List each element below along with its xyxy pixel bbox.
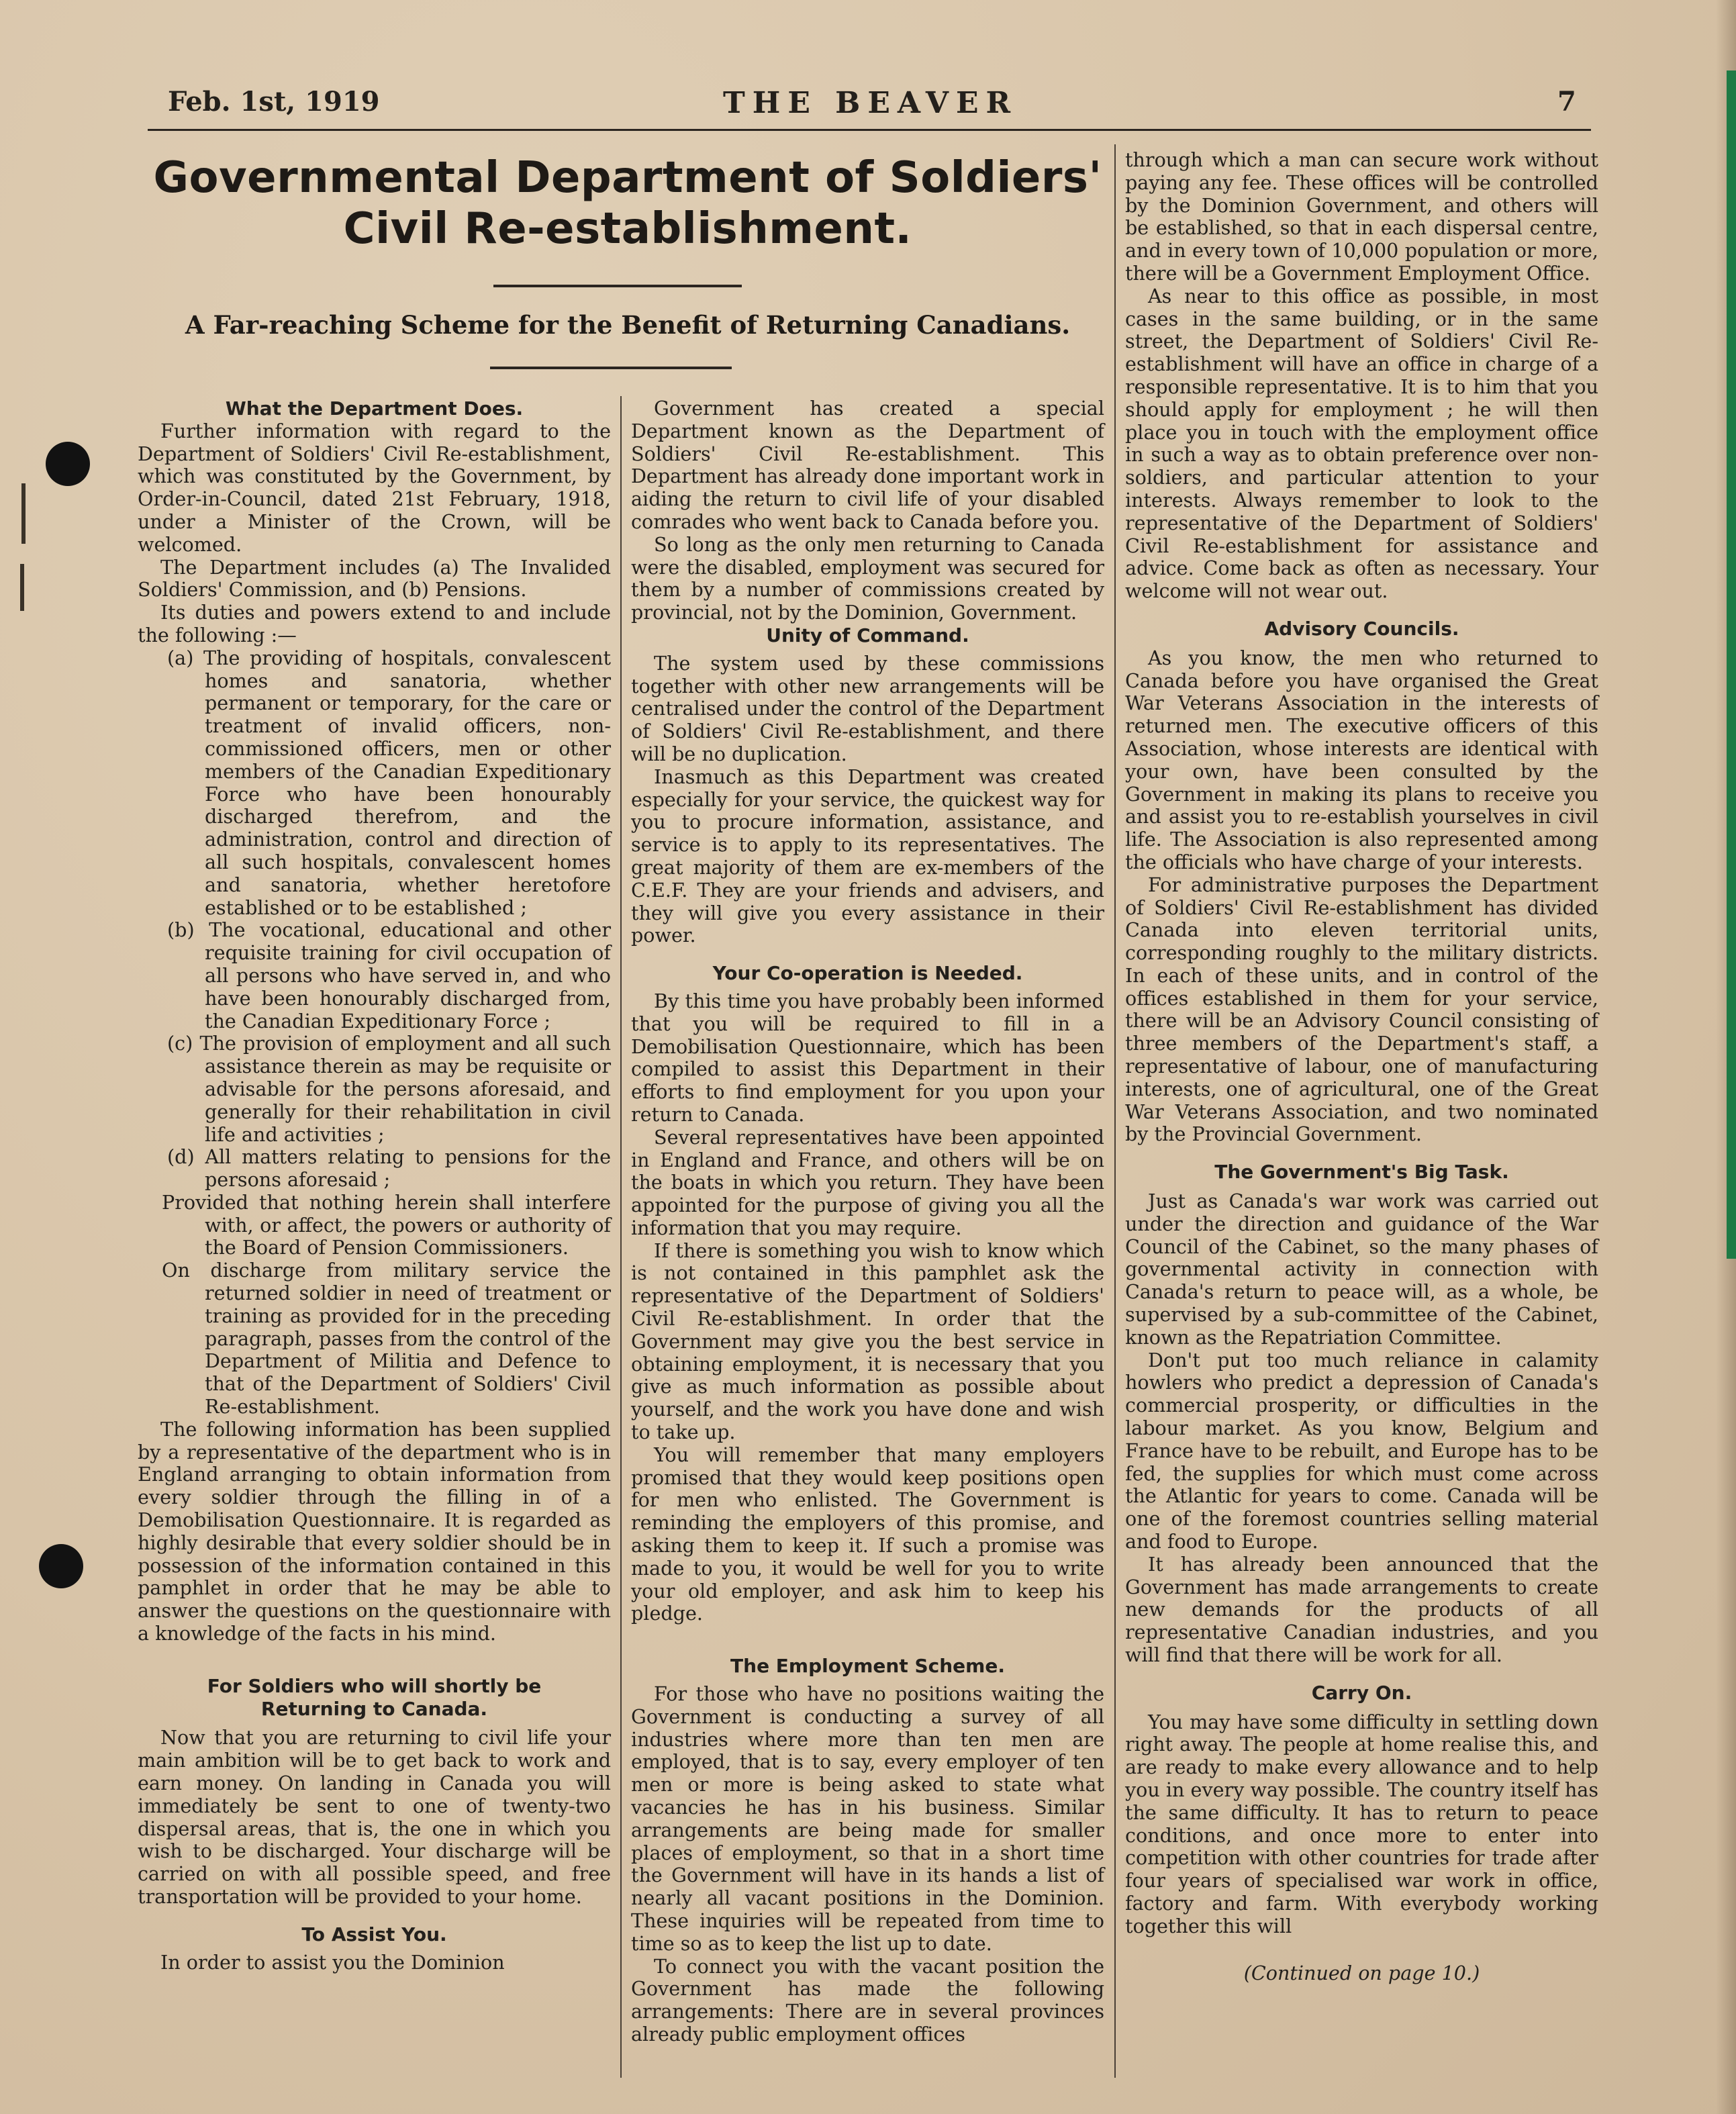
paragraph: through which a man can secure work without paying any fee. These offices will be controlled by the Dominion Government, and others will be established, so that in each dispersal centre, and in every town of 10,000 population or more, there will be a Government Employment Office.: [1125, 148, 1598, 285]
binding-mark: [21, 483, 26, 544]
paragraph: The Department includes (a) The Invalided Soldiers' Commission, and (b) Pensions.: [138, 555, 611, 602]
paragraph: Just as Canada's war work was carried out under the direction and guidance of the War Council of the Cabinet, so the many phases of governmental activity in connection with Canada's return to peace will, as a whole, be supervised by a sub-committee of the Cabinet, known as the Repatriation Committee.: [1125, 1190, 1598, 1349]
heading-line: For Soldiers who will shortly be: [207, 1674, 542, 1697]
continued-note: (Continued on page 10.): [1243, 1961, 1480, 1984]
paragraph: Now that you are returning to civil life your main ambition will be to get back to work and earn money. On landing in Canada you will immediately be sent to one of twenty-two dispersal areas, that is, the one in which you wish to be discharged. Your discharge will be carried on with all possible speed, and free transportation will be provided to your home.: [138, 1726, 611, 1908]
section-heading: Unity of Command.: [766, 624, 969, 646]
paragraph: Further information with regard to the Department of Soldiers' Civil Re-establishment, which was constituted by the Government, by Order-in-Council, dated 21st February, 1918, under a Minister of the Crown, will be welcomed.: [138, 419, 611, 556]
headline-line-1: Governmental Department of Soldiers': [153, 153, 1102, 203]
header-rule: [148, 129, 1591, 131]
column-divider-1: [620, 396, 622, 2078]
section-heading: Advisory Councils.: [1264, 617, 1459, 640]
paragraph: You may have some difficulty in settling down right away. The people at home realise this, and are ready to make every allowance and to help you in every way possible. The country itself has the same difficulty. It has to return to peace conditions, and once more to enter into competition with other countries for trade after four years of specialised war work in office, factory and farm. With everybody working together this will: [1125, 1710, 1598, 1937]
section-heading: What the Department Does.: [225, 397, 524, 420]
paragraph: As near to this office as possible, in most cases in the same building, or in the same street, the Department of Soldiers' Civil Re-establishment will have an office in charge of a responsible representative. It is to him that you should apply for employment ; he will then place you in touch with the employment office in such a way as to obtain preference over non-soldiers, and particular attention to your interests. Always remember to look to the representative of the Department of Soldiers' Civil Re-establishment for assistance and advice. Come back as often as necessary. Your welcome will not wear out.: [1125, 284, 1598, 603]
paragraph: To connect you with the vacant position the Government has made the following arrangements: There are in several provinces already public employment offices: [631, 1954, 1104, 2046]
section-heading: Carry On.: [1311, 1681, 1412, 1704]
section-heading: The Government's Big Task.: [1214, 1161, 1509, 1184]
article-subtitle: A Far-reaching Scheme for the Benefit of Returning Canadians.: [185, 310, 1071, 340]
paragraph: Government has created a special Department known as the Department of Soldiers' Civil Re-establishment. This Department has already done important work in aiding the return to civil life of your disabled comrades who went back to Canada before you.: [631, 397, 1104, 533]
punch-hole-bottom: [39, 1544, 83, 1588]
list-item: (a) The providing of hospitals, convalescent homes and sanatoria, whether permanent or temporary, for the care or treatment of invalid officers, non-commissioned officers, men or other members of the Canadian Expeditionary Force who have been honourably discharged therefrom, and the administration, control and direction of all such hospitals, convalescent homes and sanatoria, whether heretofore established or to be established ;: [167, 646, 611, 919]
paragraph: For those who have no positions waiting the Government is conducting a survey of all industries where more than ten men are employed, that is to say, every employer of ten men or more is being asked to state what vacancies he has in his business. Similar arrangements are being made for smaller places of employment, so that in a short time the Government will have in its hands a list of nearly all vacant positions in the Dominion. These inquiries will be repeated from time to time so as to keep the list up to date.: [631, 1682, 1104, 1955]
paragraph: So long as the only men returning to Canada were the disabled, employment was secured for them by a number of commissions created by provincial, not by the Dominion, Government.: [631, 532, 1104, 624]
section-heading: The Employment Scheme.: [730, 1655, 1005, 1678]
paragraph: It has already been announced that the Government has made arrangements to create new demands for the products of all representative Canadian industries, and you will find that there will be work for all.: [1125, 1552, 1598, 1666]
masthead-title: THE BEAVER: [723, 86, 1018, 120]
green-binding-tab: [1727, 70, 1736, 1259]
paragraph: By this time you have probably been informed that you will be required to fill in a Demobilisation Questionnaire, which has been compiled to assist this Department in their efforts to find employment for you upon your return to Canada.: [631, 989, 1104, 1126]
headline-rule: [493, 285, 742, 287]
list-item: (d) All matters relating to pensions for the persons aforesaid ;: [167, 1145, 611, 1192]
paragraph: In order to assist you the Dominion: [160, 1950, 505, 1974]
heading-line: Returning to Canada.: [260, 1697, 488, 1720]
list-item: (b) The vocational, educational and other requisite training for civil occupation of all persons who have served in, and who have been honourably discharged from, the Canadian Expeditionary Force ;: [167, 918, 611, 1032]
paragraph: Inasmuch as this Department was created especially for your service, the quickest way for you to procure information, assistance, and service is to apply to its representatives. The great majority of them are ex-members of the C.E.F. They are your friends and advisers, and they will give you every assistance in their power.: [631, 765, 1104, 947]
subtitle-rule: [490, 367, 732, 369]
proviso-paragraph: Provided that nothing herein shall interfere with, or affect, the powers or authority of the Board of Pension Commissioners.: [162, 1190, 611, 1259]
column-3: [1125, 149, 1598, 1984]
column-2: [631, 397, 1104, 2046]
section-heading: To Assist You.: [301, 1923, 447, 1945]
list-item: (c) The provision of employment and all such assistance therein as may be requisite or advisable for the persons aforesaid, and generally for their rehabilitation in civil life and activities ;: [167, 1032, 611, 1146]
column-divider-2: [1114, 144, 1116, 2078]
page-number: 7: [1557, 86, 1576, 117]
paragraph: Several representatives have been appointed in England and France, and others will be on the boats in which you return. They have been appointed for the purpose of giving you all the information that you may require.: [631, 1125, 1104, 1239]
discharge-paragraph: On discharge from military service the returned soldier in need of treatment or training as provided for in the preceding paragraph, passes from the control of the Department of Militia and Defence to that of the Department of Soldiers' Civil Re-establishment.: [162, 1259, 611, 1419]
paragraph: As you know, the men who returned to Canada before you have organised the Great War Veterans Association in the interests of returned men. The executive officers of this Association, whose interests are identical with your own, have been consulted by the Government in making its plans to receive you and assist you to re-establish yourselves in civil life. The Association is also represented among the officials who have charge of your interests.: [1125, 646, 1598, 873]
punch-hole-top: [46, 442, 90, 486]
section-heading: Your Co-operation is Needed.: [712, 962, 1023, 985]
section-heading: [138, 1675, 611, 1721]
paragraph: Don't put too much reliance in calamity howlers who predict a depression of Canada's commercial prosperity, or difficulties in the labour market. As you know, Belgium and France have to be rebuilt, and Europe has to be fed, the supplies for which must come across the Atlantic for years to come. Canada will be one of the foremost countries selling material and food to Europe.: [1125, 1348, 1598, 1553]
paragraph: The system used by these commissions together with other new arrangements will be centralised under the control of the Department of Soldiers' Civil Re-establishment, and there will be no duplication.: [631, 651, 1104, 765]
article-headline: [138, 153, 1118, 254]
paragraph: Its duties and powers extend to and include the following :—: [138, 601, 611, 646]
paragraph: For administrative purposes the Department of Soldiers' Civil Re-establishment has divided Canada into eleven territorial units, corresponding roughly to the military districts. In each of these units, and in control of the offices established in them for your service, there will be an Advisory Council consisting of three members of the Department's staff, a representative of labour, one of manufacturing interests, one of agricultural, one of the Great War Veterans Association, and two nominated by the Provincial Government.: [1125, 873, 1598, 1146]
binding-mark: [20, 564, 24, 611]
issue-date: Feb. 1st, 1919: [168, 86, 380, 117]
headline-line-2: Civil Re-establishment.: [343, 203, 912, 254]
column-1: [138, 397, 611, 1974]
paragraph: If there is something you wish to know which is not contained in this pamphlet ask the representative of the Department of Soldiers' Civil Re-establishment. In order that the Government may give you the best service in obtaining employment, it is necessary that you give as much information as possible about yourself, and the work you have done and wish to take up.: [631, 1239, 1104, 1444]
paragraph: You will remember that many employers promised that they would keep positions open for men who enlisted. The Government is reminding the employers of this promise, and asking them to keep it. If such a promise was made to you, it would be well for you to write your old employer, and ask him to keep his pledge.: [631, 1443, 1104, 1625]
paragraph: The following information has been supplied by a representative of the department who is in England arranging to obtain information from every soldier through the filling in of a Demobilisation Questionnaire. It is regarded as highly desirable that every soldier should be in possession of the information contained in this pamphlet in order that he may be able to answer the questions on the questionnaire with a knowledge of the facts in his mind.: [138, 1417, 611, 1645]
